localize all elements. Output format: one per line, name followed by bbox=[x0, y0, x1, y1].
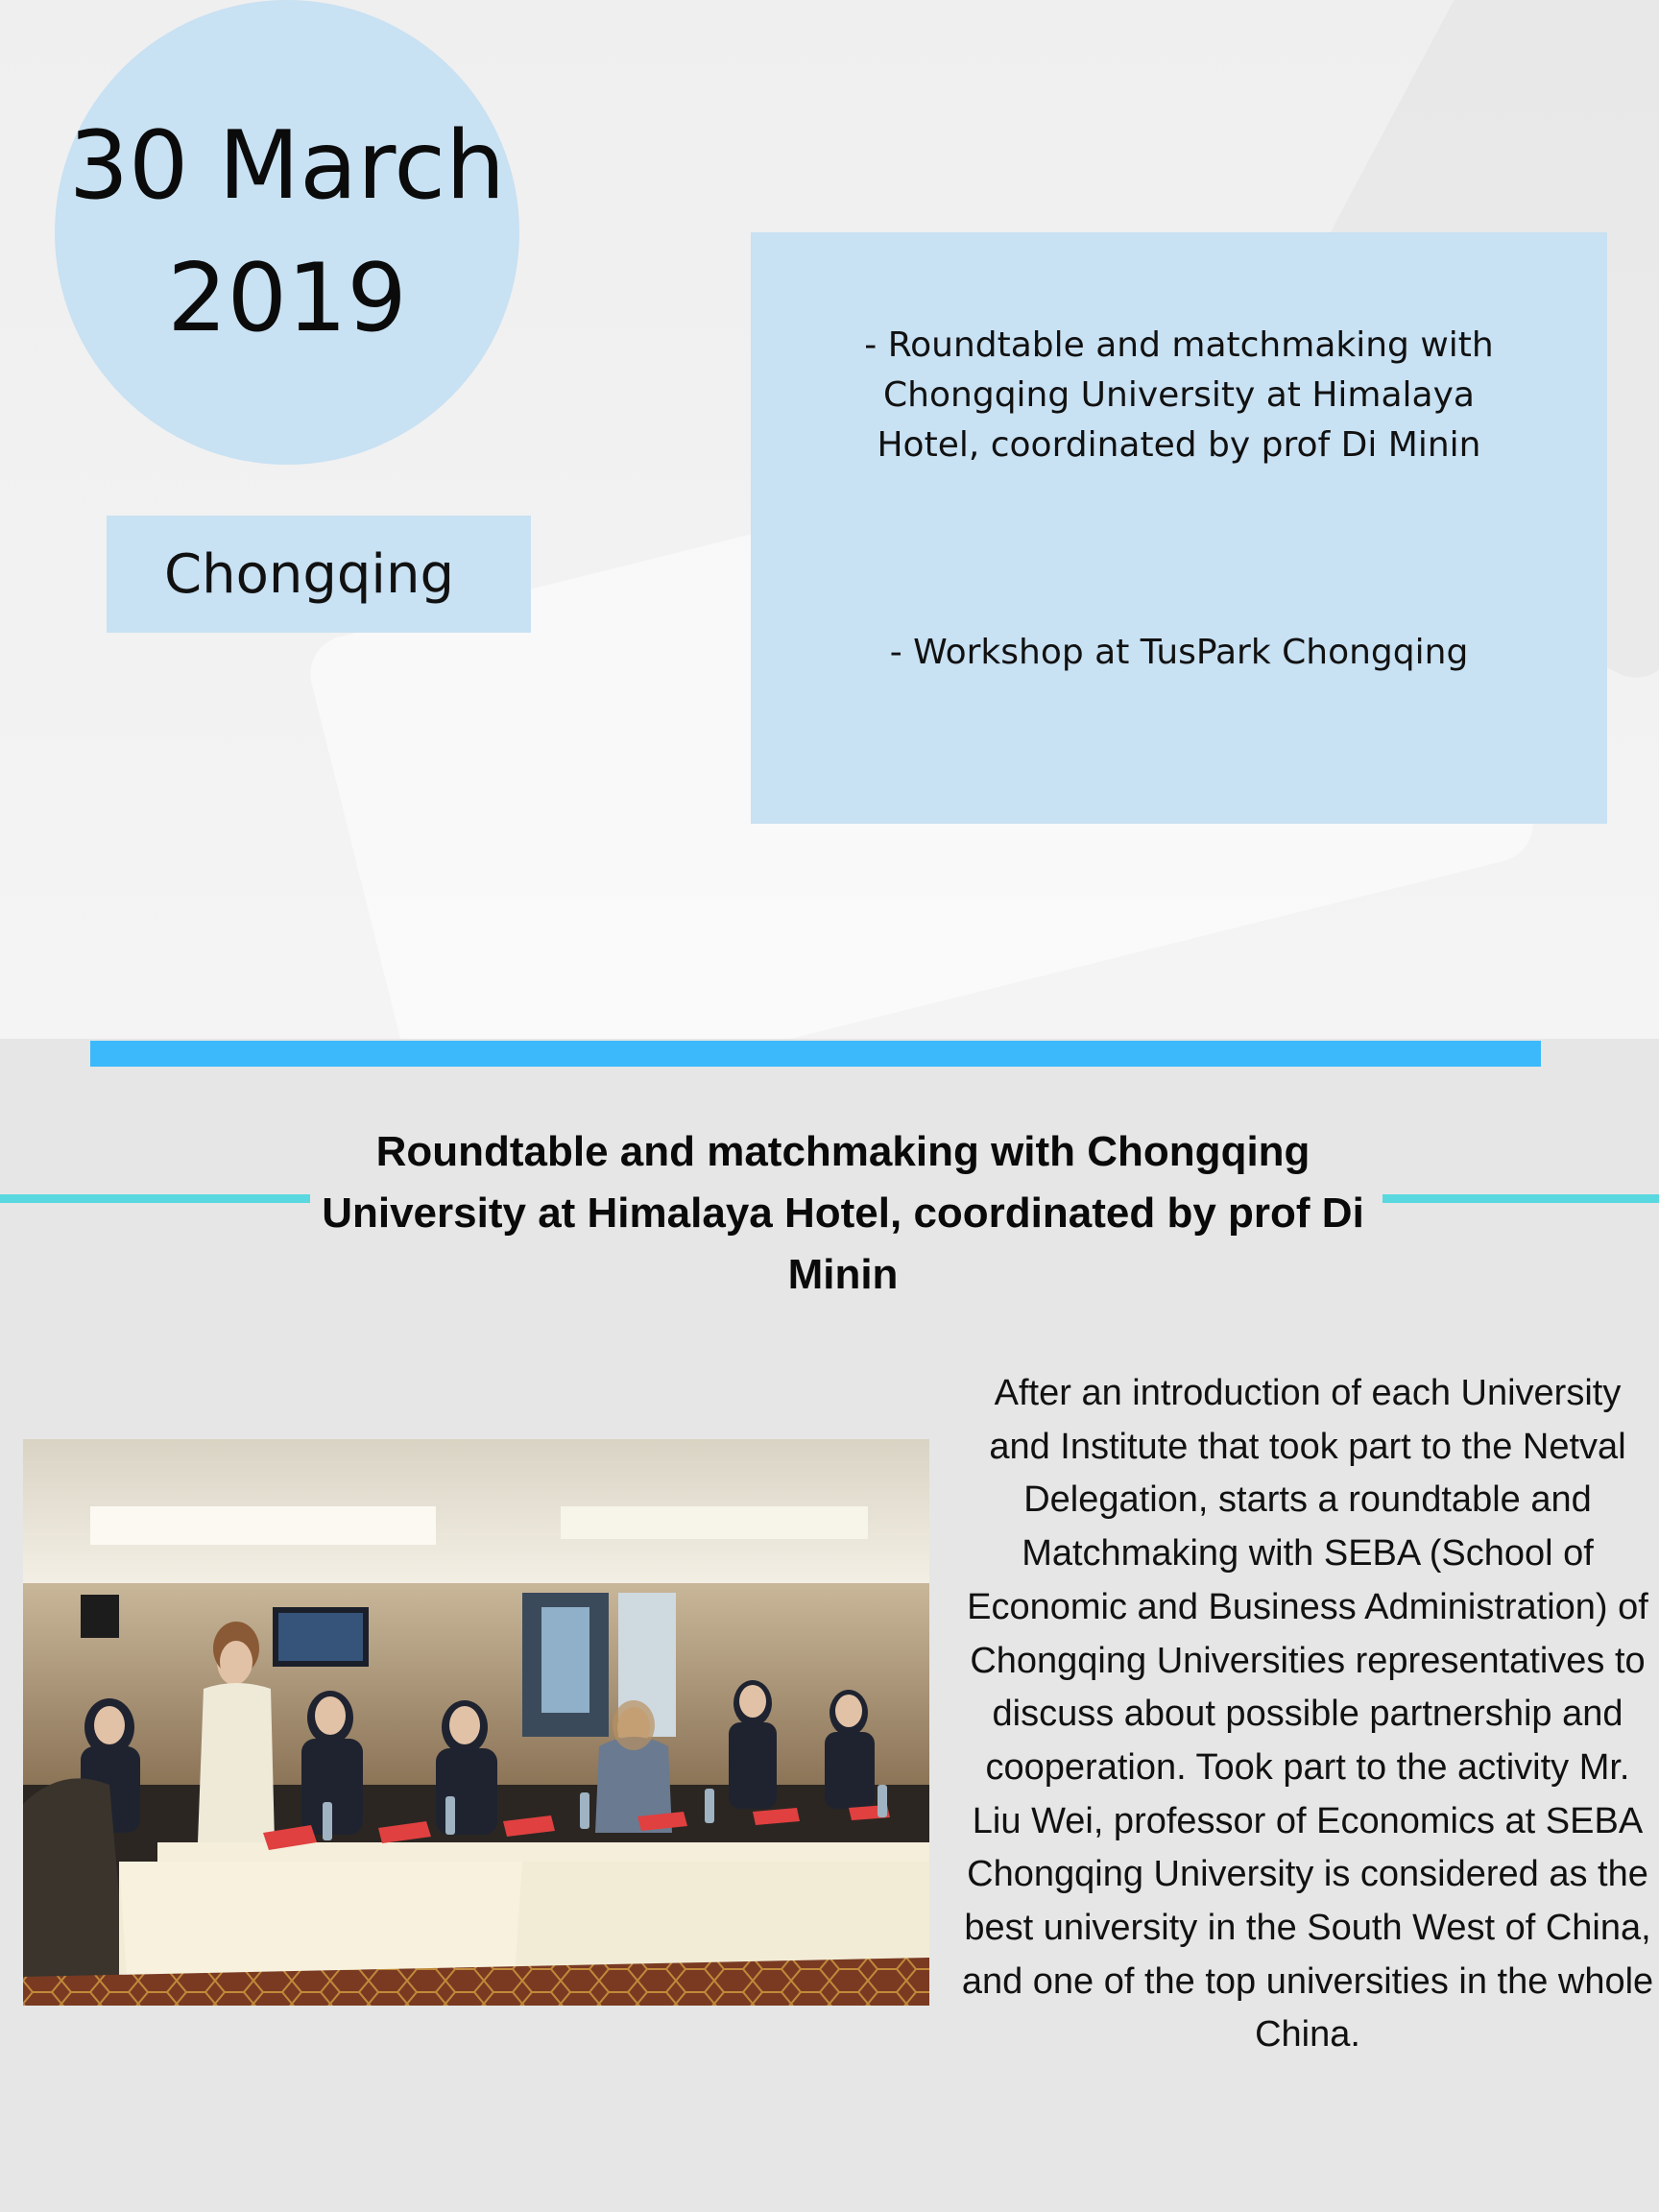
roundtable-photo bbox=[23, 1439, 929, 2006]
event-date-year: 2019 bbox=[167, 244, 407, 353]
section-title: Roundtable and matchmaking with Chongqing University at Himalaya Hotel, coordinated by prof Di Minin bbox=[322, 1128, 1364, 1298]
agenda-item: - Workshop at TusPark Chongqing bbox=[889, 633, 1469, 672]
agenda-box bbox=[751, 232, 1607, 824]
section-divider-bar bbox=[90, 1041, 1541, 1067]
agenda-item: - Roundtable and matchmaking with Chongqing University at Himalaya Hotel, coordinated by prof Di Minin bbox=[864, 325, 1494, 465]
hero-section bbox=[0, 0, 1659, 1039]
event-date-day-month: 30 March bbox=[68, 111, 506, 221]
date-badge bbox=[55, 0, 519, 465]
city-label-box bbox=[107, 516, 531, 633]
title-rule-right bbox=[1382, 1194, 1659, 1203]
title-rule-left bbox=[0, 1194, 310, 1203]
event-city: Chongqing bbox=[163, 542, 455, 606]
section-body: After an introduction of each University and Institute that took part to the Netval Delegation, starts a roundtable and Matchmaking with SEBA (School of Economic and Business Administration) of Chongqing Universities representatives to discuss about possible partnership and cooperation. Took part to the activity Mr. Liu Wei, professor of Economics at SEBA Chongqing University is considered as the best university in the South West of China, and one of the top universities in the whole China. bbox=[961, 1373, 1654, 2056]
